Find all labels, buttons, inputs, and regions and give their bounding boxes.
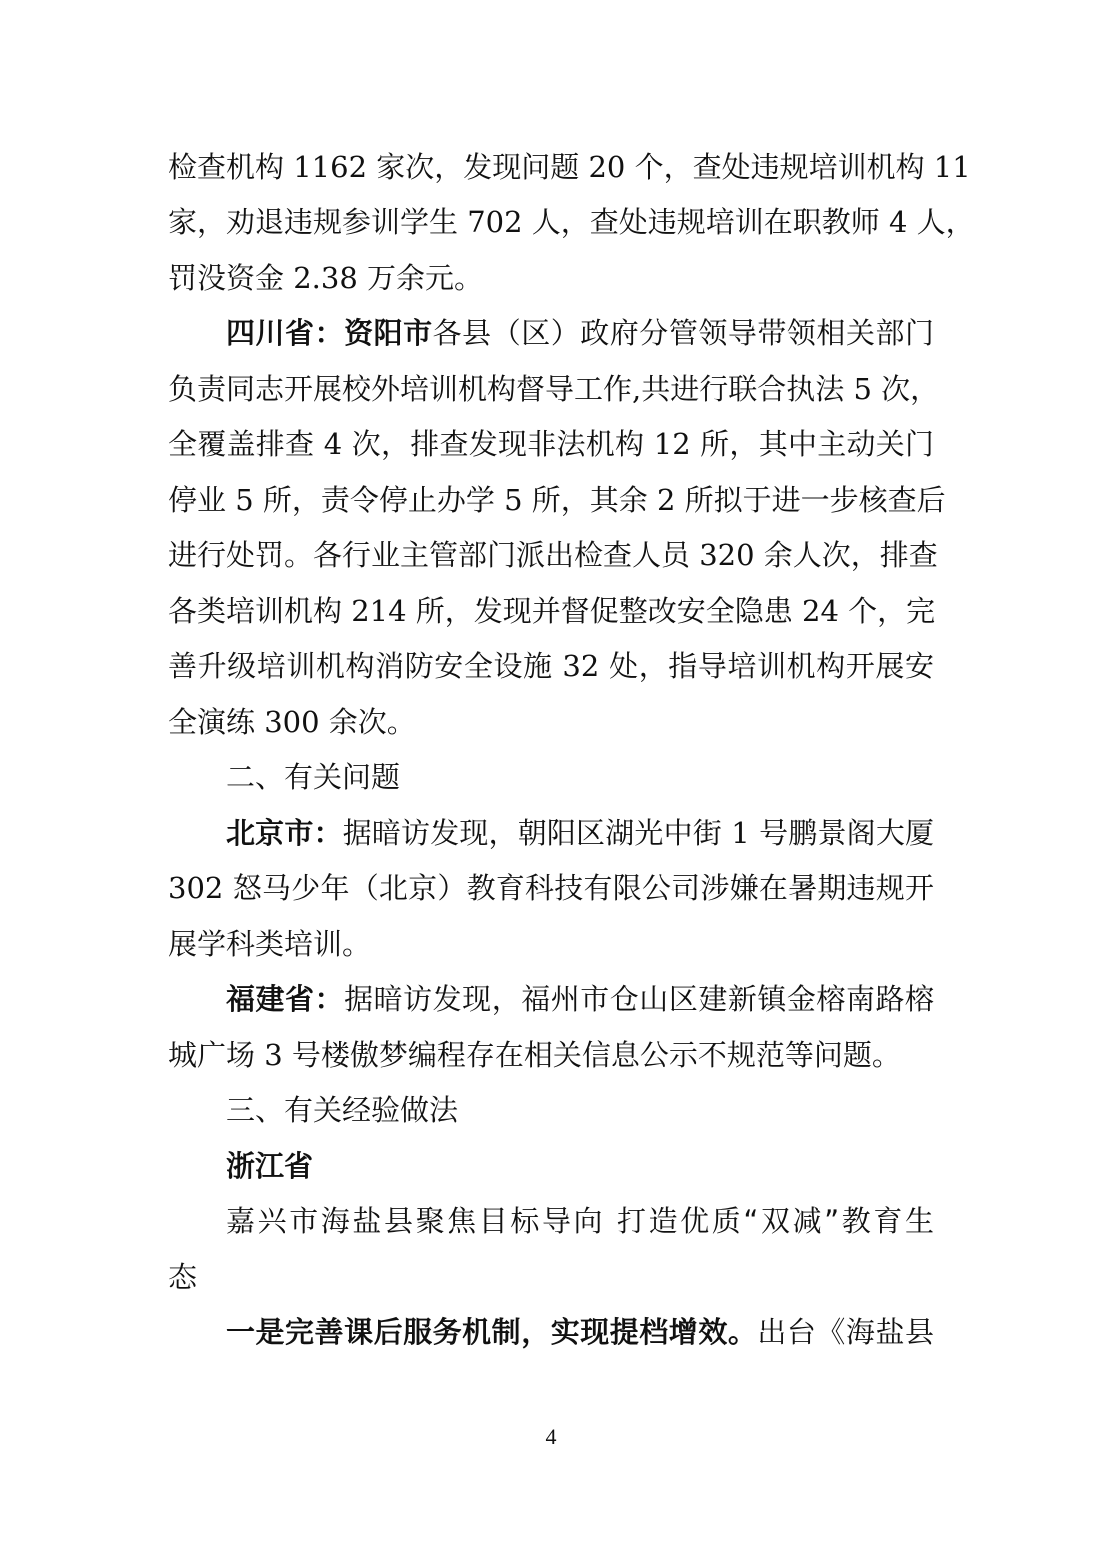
- region-label: 四川省：资阳市: [226, 316, 433, 350]
- body-line: 302 怒马少年（北京）教育科技有限公司涉嫌在暑期违规开: [168, 871, 934, 905]
- body-line: 全演练 300 余次。: [168, 705, 416, 739]
- region-label: 北京市：: [226, 816, 343, 850]
- body-line: 展学科类培训。: [168, 927, 372, 961]
- body-text: 据暗访发现，福州市仓山区建新镇金榕南路榕: [344, 982, 934, 1016]
- paragraph-beijing-first-line: [226, 812, 934, 854]
- paragraph-sichuan-first-line: [226, 312, 934, 354]
- body-line: 全覆盖排查 4 次，排查发现非法机构 12 所，其中主动关门: [168, 427, 934, 461]
- body-line: 罚没资金 2.38 万余元。: [168, 261, 484, 295]
- body-line: 各类培训机构 214 所，发现并督促整改安全隐患 24 个，完: [168, 594, 936, 628]
- province-heading: 浙江省: [226, 1149, 314, 1183]
- body-text: 据暗访发现，朝阳区湖光中街 1 号鹏景阁大厦: [342, 816, 934, 850]
- section-heading-experience: 三、有关经验做法: [226, 1093, 459, 1127]
- body-text: 各县（区）政府分管领导带领相关部门: [432, 316, 934, 350]
- page-number: 4: [545, 1424, 557, 1449]
- body-line: 负责同志开展校外培训机构督导工作,共进行联合执法 5 次，: [168, 372, 940, 406]
- region-label: 福建省：: [226, 982, 345, 1016]
- measure-heading: 一是完善课后服务机制，实现提档增效。: [226, 1315, 758, 1349]
- body-line: 城广场 3 号楼傲梦编程存在相关信息公示不规范等问题。: [168, 1038, 901, 1072]
- body-line: 检查机构 1162 家次，发现问题 20 个，查处违规培训机构 11: [168, 150, 971, 184]
- body-line: 善升级培训机构消防安全设施 32 处，指导培训机构开展安: [168, 649, 934, 683]
- body-line: 进行处罚。各行业主管部门派出检查人员 320 余人次，排查: [168, 538, 938, 572]
- article-title-continued: 态: [168, 1260, 198, 1294]
- paragraph-fujian-first-line: [226, 978, 934, 1020]
- body-line: 家，劝退违规参训学生 702 人，查处违规培训在职教师 4 人，: [168, 205, 975, 239]
- body-text: 出台《海盐县: [757, 1315, 934, 1349]
- section-heading-issues: 二、有关问题: [226, 760, 401, 794]
- body-line: 停业 5 所，责令停止办学 5 所，其余 2 所拟于进一步核查后: [168, 483, 946, 517]
- paragraph-first-measure: [226, 1311, 934, 1353]
- article-title: 嘉兴市海盐县聚焦目标导向 打造优质“双减”教育生: [226, 1204, 934, 1238]
